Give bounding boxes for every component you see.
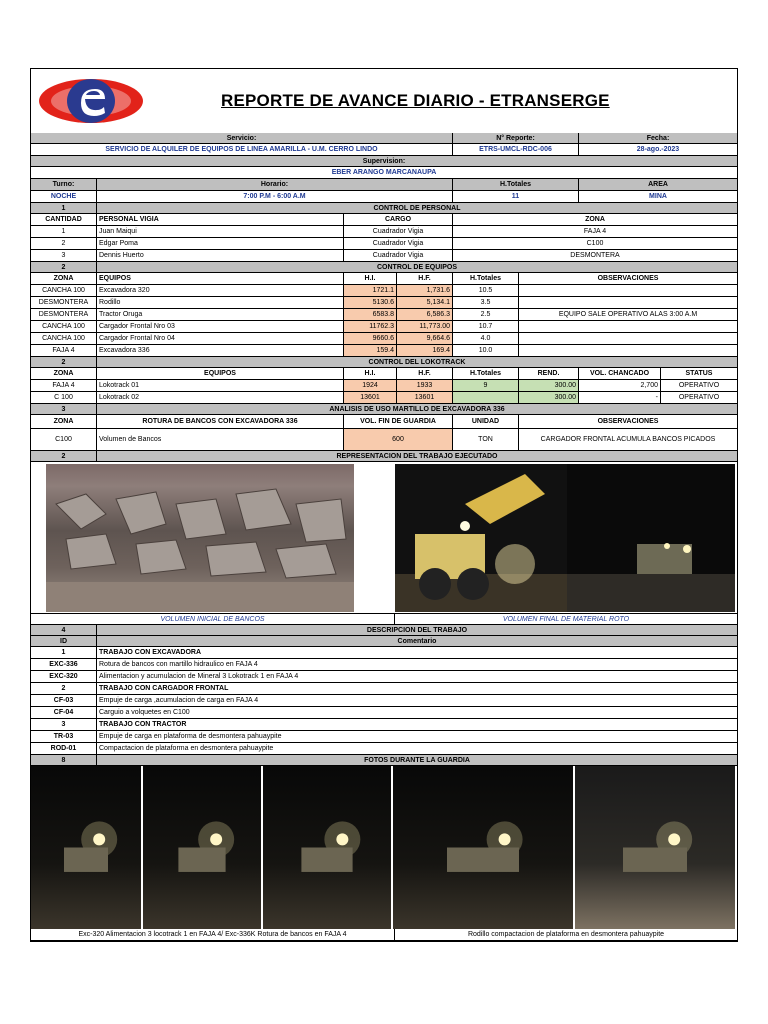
task-comment: Empuje de carga en plataforma de desmontera pahuaypite — [97, 731, 737, 743]
table-cell: OPERATIVO — [661, 380, 737, 392]
table-cell: Dennis Huerto — [97, 250, 344, 262]
column-header: ZONA — [31, 368, 97, 380]
task-id: CF-04 — [31, 707, 97, 719]
table-row — [31, 345, 737, 357]
table-cell — [519, 297, 737, 309]
table-row — [31, 380, 737, 392]
table-cell: 159.4 — [344, 345, 397, 357]
info-labels-row — [31, 133, 737, 144]
table-row — [31, 226, 737, 238]
martillo-headers-row — [31, 415, 737, 429]
table-cell: 2,700 — [579, 380, 661, 392]
turno-labels-row — [31, 179, 737, 191]
table-cell: 5130.6 — [344, 297, 397, 309]
table-cell: Edgar Poma — [97, 238, 344, 250]
night-machine-photo — [567, 464, 735, 612]
rocks-illustration — [46, 464, 354, 612]
task-id: 3 — [31, 719, 97, 731]
lokotrack-section-header — [31, 357, 737, 368]
column-header: OBSERVACIONES — [519, 273, 737, 285]
loader-illustration — [395, 464, 567, 612]
column-header: CARGO — [344, 214, 453, 226]
table-cell — [519, 345, 737, 357]
page-title: REPORTE DE AVANCE DIARIO - ETRANSERGE — [221, 91, 610, 110]
task-comment: Compactacion de plataforma en desmontera pahuaypite — [97, 743, 737, 755]
section-number: 3 — [31, 404, 97, 415]
table-cell: 10.0 — [453, 345, 519, 357]
personal-headers-row — [31, 214, 737, 226]
table-cell: FAJA 4 — [31, 380, 97, 392]
column-header: REND. — [519, 368, 579, 380]
section-title: REPRESENTACION DEL TRABAJO EJECUTADO — [97, 451, 737, 462]
table-cell: 9,664.6 — [397, 333, 453, 345]
table-cell: 3.5 — [453, 297, 519, 309]
section-title: CONTROL DE EQUIPOS — [97, 262, 737, 273]
caption-right: VOLUMEN FINAL DE MATERIAL ROTO — [395, 614, 737, 625]
table-cell: Cuadrador Vigia — [344, 226, 453, 238]
column-header: OBSERVACIONES — [519, 415, 737, 429]
column-header: ZONA — [31, 273, 97, 285]
table-cell: EQUIPO SALE OPERATIVO ALAS 3:00 A.M — [519, 309, 737, 321]
column-header: UNIDAD — [453, 415, 519, 429]
caption-left: Exc-320 Alimentacion 3 locotrack 1 en FAJA 4/ Exc-336K Rotura de bancos en FAJA 4 — [31, 929, 395, 941]
horario-value: 7:00 P.M - 6:00 A.M — [97, 191, 453, 203]
section-number: 2 — [31, 357, 97, 368]
representacion-section-header — [31, 451, 737, 462]
task-id: TR-03 — [31, 731, 97, 743]
table-cell: C100 — [31, 429, 97, 451]
supervision-label-row — [31, 156, 737, 167]
task-comment: TRABAJO CON CARGADOR FRONTAL — [97, 683, 737, 695]
task-comment: Rotura de bancos con martillo hidraulico en FAJA 4 — [97, 659, 737, 671]
column-header: ZONA — [453, 214, 737, 226]
table-cell: 6583.8 — [344, 309, 397, 321]
list-item — [31, 671, 737, 683]
table-cell: TON — [453, 429, 519, 451]
table-cell: C 100 — [31, 392, 97, 404]
column-header: ROTURA DE BANCOS CON EXCAVADORA 336 — [97, 415, 344, 429]
list-item — [31, 731, 737, 743]
table-row — [31, 297, 737, 309]
shift-photos-panel — [31, 766, 737, 929]
turno-value: NOCHE — [31, 191, 97, 203]
task-comment: TRABAJO CON TRACTOR — [97, 719, 737, 731]
descripcion-headers-row — [31, 636, 737, 647]
table-cell: DESMONTERA — [31, 297, 97, 309]
table-cell: 9660.6 — [344, 333, 397, 345]
martillo-row — [31, 429, 737, 451]
table-cell: Cuadrador Vigia — [344, 238, 453, 250]
table-cell: 1933 — [397, 380, 453, 392]
table-cell: 1 — [31, 226, 97, 238]
table-cell: 9 — [453, 380, 519, 392]
table-cell — [453, 392, 519, 404]
fecha-label: Fecha: — [579, 133, 737, 144]
servicio-value: SERVICIO DE ALQUILER DE EQUIPOS DE LINEA AMARILLA - U.M. CERRO LINDO — [31, 144, 453, 156]
report-header — [31, 69, 737, 134]
etranserge-logo — [37, 75, 145, 127]
supervisor-value: EBER ARANGO MARCANAUPA — [31, 167, 737, 179]
table-cell: CANCHA 100 — [31, 285, 97, 297]
task-comment: Alimentacion y acumulacion de Mineral 3 Lokotrack 1 en FAJA 4 — [97, 671, 737, 683]
table-cell — [519, 333, 737, 345]
fotos-section-header — [31, 755, 737, 766]
caption-right: Rodillo compactacion de plataforma en desmontera pahuaypite — [395, 929, 737, 941]
section-number: 2 — [31, 262, 97, 273]
table-row — [31, 238, 737, 250]
task-id: CF-03 — [31, 695, 97, 707]
list-item — [31, 743, 737, 755]
task-id: 1 — [31, 647, 97, 659]
report-sheet — [30, 68, 738, 942]
table-cell: 2 — [31, 238, 97, 250]
equipos-headers-row — [31, 273, 737, 285]
machine-illustration — [567, 464, 735, 612]
column-header: H.Totales — [453, 273, 519, 285]
table-cell: 11,773.00 — [397, 321, 453, 333]
column-header: H.I. — [344, 368, 397, 380]
table-row — [31, 392, 737, 404]
martillo-section-header — [31, 404, 737, 415]
column-header: VOL. CHANCADO — [579, 368, 661, 380]
horario-label: Horario: — [97, 179, 453, 191]
section-title: CONTROL DE PERSONAL — [97, 203, 737, 214]
table-cell: OPERATIVO — [661, 392, 737, 404]
list-item — [31, 647, 737, 659]
column-header: PERSONAL VIGIA — [97, 214, 344, 226]
task-id: EXC-320 — [31, 671, 97, 683]
table-row — [31, 250, 737, 262]
representacion-captions-row — [31, 614, 737, 625]
table-cell: Rodillo — [97, 297, 344, 309]
section-title: ANALISIS DE USO MARTILLO DE EXCAVADORA 336 — [97, 404, 737, 415]
table-cell: 300.00 — [519, 380, 579, 392]
night-dozer-photo — [263, 766, 391, 929]
table-row — [31, 309, 737, 321]
column-header: H.Totales — [453, 368, 519, 380]
list-item — [31, 719, 737, 731]
section-number: 1 — [31, 203, 97, 214]
table-row — [31, 285, 737, 297]
table-cell: FAJA 4 — [31, 345, 97, 357]
task-id: EXC-336 — [31, 659, 97, 671]
table-cell: 6,586.3 — [397, 309, 453, 321]
descripcion-section-header — [31, 625, 737, 636]
table-cell: 13601 — [397, 392, 453, 404]
turno-label: Turno: — [31, 179, 97, 191]
table-cell: 1,731.6 — [397, 285, 453, 297]
table-cell: 300.00 — [519, 392, 579, 404]
table-cell: CANCHA 100 — [31, 321, 97, 333]
task-comment: Carguio a volquetes en C100 — [97, 707, 737, 719]
table-cell: Cuadrador Vigia — [344, 250, 453, 262]
table-cell: C100 — [453, 238, 737, 250]
excavator-photo — [143, 766, 261, 929]
table-cell: 1924 — [344, 380, 397, 392]
equipos-section-header — [31, 262, 737, 273]
column-header: STATUS — [661, 368, 737, 380]
column-header: ZONA — [31, 415, 97, 429]
column-header: EQUIPOS — [97, 368, 344, 380]
servicio-label: Servicio: — [31, 133, 453, 144]
column-header: H.F. — [397, 273, 453, 285]
column-header: CANTIDAD — [31, 214, 97, 226]
personal-section-header — [31, 203, 737, 214]
section-number: 4 — [31, 625, 97, 636]
table-cell: Excavadora 336 — [97, 345, 344, 357]
table-cell: Lokotrack 02 — [97, 392, 344, 404]
task-comment: Empuje de carga ,acumulacion de carga en FAJA 4 — [97, 695, 737, 707]
table-cell: 10.7 — [453, 321, 519, 333]
supervisor-row — [31, 167, 737, 179]
table-cell: Cargador Frontal Nro 03 — [97, 321, 344, 333]
night-truck-photo — [31, 766, 141, 929]
table-cell: 169.4 — [397, 345, 453, 357]
column-header: H.F. — [397, 368, 453, 380]
table-cell: 5,134.1 — [397, 297, 453, 309]
section-title: FOTOS DURANTE LA GUARDIA — [97, 755, 737, 766]
table-cell: Tractor Oruga — [97, 309, 344, 321]
table-cell: 4.0 — [453, 333, 519, 345]
table-cell: DESMONTERA — [453, 250, 737, 262]
reporte-label: N° Reporte: — [453, 133, 579, 144]
column-header: H.I. — [344, 273, 397, 285]
supervision-label: Supervision: — [31, 156, 737, 167]
table-cell: 600 — [344, 429, 453, 451]
table-cell: CARGADOR FRONTAL ACUMULA BANCOS PICADOS — [519, 429, 737, 451]
task-id: 2 — [31, 683, 97, 695]
section-title: DESCRIPCION DEL TRABAJO — [97, 625, 737, 636]
fotos-captions-row — [31, 929, 737, 941]
table-cell — [519, 321, 737, 333]
comentario-label: Comentario — [97, 636, 737, 647]
turno-values-row — [31, 191, 737, 203]
table-cell — [519, 285, 737, 297]
task-comment: TRABAJO CON EXCAVADORA — [97, 647, 737, 659]
table-cell: 10.5 — [453, 285, 519, 297]
fecha-value: 28-ago.-2023 — [579, 144, 737, 156]
section-title: CONTROL DEL LOKOTRACK — [97, 357, 737, 368]
table-row — [31, 333, 737, 345]
table-cell: Cargador Frontal Nro 04 — [97, 333, 344, 345]
rock-benches-photo — [46, 464, 354, 612]
list-item — [31, 695, 737, 707]
reporte-value: ETRS-UMCL-RDC-006 — [453, 144, 579, 156]
section-number: 2 — [31, 451, 97, 462]
list-item — [31, 659, 737, 671]
table-cell: DESMONTERA — [31, 309, 97, 321]
table-cell: Volumen de Bancos — [97, 429, 344, 451]
compaction-photo — [575, 766, 735, 929]
table-cell: Juan Maiqui — [97, 226, 344, 238]
table-cell: 1721.1 — [344, 285, 397, 297]
table-cell: 3 — [31, 250, 97, 262]
id-label: ID — [31, 636, 97, 647]
htotales-label: H.Totales — [453, 179, 579, 191]
list-item — [31, 707, 737, 719]
table-cell: CANCHA 100 — [31, 333, 97, 345]
table-cell: 11762.3 — [344, 321, 397, 333]
info-values-row — [31, 144, 737, 156]
table-row — [31, 321, 737, 333]
task-id: ROD-01 — [31, 743, 97, 755]
area-label: AREA — [579, 179, 737, 191]
section-number: 8 — [31, 755, 97, 766]
night-loader-photo — [395, 464, 567, 612]
caption-left: VOLUMEN INICIAL DE BANCOS — [31, 614, 395, 625]
table-cell: 2.5 — [453, 309, 519, 321]
list-item — [31, 683, 737, 695]
area-value: MINA — [579, 191, 737, 203]
table-cell: Excavadora 320 — [97, 285, 344, 297]
roller-photo — [393, 766, 573, 929]
table-cell: 13601 — [344, 392, 397, 404]
work-photos-panel — [31, 462, 737, 614]
lokotrack-headers-row — [31, 368, 737, 380]
table-cell: FAJA 4 — [453, 226, 737, 238]
column-header: VOL. FIN DE GUARDIA — [344, 415, 453, 429]
column-header: EQUIPOS — [97, 273, 344, 285]
htotales-value: 11 — [453, 191, 579, 203]
table-cell: - — [579, 392, 661, 404]
table-cell: Lokotrack 01 — [97, 380, 344, 392]
